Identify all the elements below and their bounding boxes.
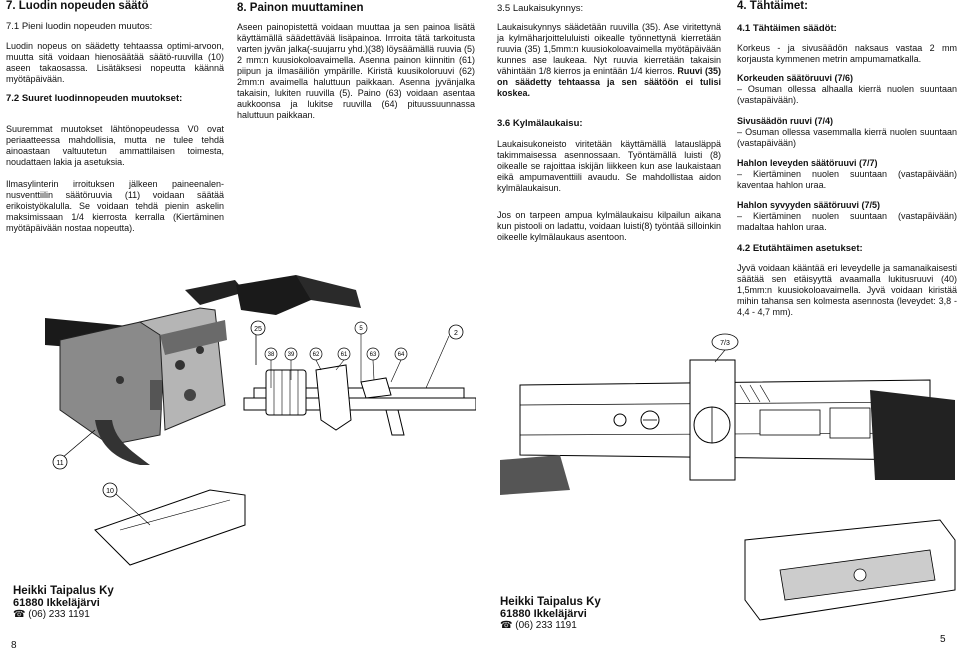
chapter-heading-4: 4. Tähtäimet: bbox=[737, 0, 808, 12]
sight-adjust-7-7-title: Hahlon leveyden säätöruuvi (7/7) bbox=[737, 158, 878, 168]
callout-39: 39 bbox=[287, 352, 295, 358]
sight-adjust-7-5 bbox=[737, 200, 957, 233]
front-sight-illustration bbox=[740, 510, 960, 652]
company-name-right: Heikki Taipalus Ky bbox=[500, 596, 601, 608]
sight-adjust-7-4-body: – Osuman ollessa vasemmalla kierrä nuolen suuntaan (vastapäivään) bbox=[737, 127, 957, 148]
section-title-3-5: 3.5 Laukaisukynnys: bbox=[497, 3, 584, 14]
section-body-7-2: Suuremmat muutokset lähtönopeudessa V0 ovat periaatteessa mahdollisia, mutta ne tulee tehdä ainoastaan valtuutetun ammattilaisen toimesta, noudattaen lakia ja asetuksia. bbox=[6, 124, 224, 167]
section-note-3-5: Ruuvi (35) on säädetty tehtaassa ja sen säätöön ei tulisi koskea. bbox=[497, 66, 721, 98]
section-body-7-1: Luodin nopeus on säädetty tehtaassa optimi-arvoon, muutta sitä voidaan hienosäätää säätö-ruuvilla (10) aseen takaosassa. Lisätäksesi nopeutta käännä myötäpäivään. bbox=[6, 41, 224, 84]
section-title-4-2: 4.2 Etutähtäimen asetukset: bbox=[737, 243, 863, 254]
callout-63: 63 bbox=[369, 352, 377, 358]
callout-5: 5 bbox=[359, 326, 363, 332]
page-number-left: 8 bbox=[11, 640, 17, 651]
callout-61: 61 bbox=[340, 352, 348, 358]
section-title-3-6: 3.6 Kylmälaukaisu: bbox=[497, 118, 583, 129]
rear-screw-illustration bbox=[90, 470, 250, 580]
sight-adjust-7-4-title: Sivusäädön ruuvi (7/4) bbox=[737, 116, 834, 126]
callout-7-3: 7/3 bbox=[720, 340, 730, 347]
section-body-3-6-b: Jos on tarpeen ampua kylmälaukaisu kilpailun aikana kun pistooli on ladattu, voidaan luisti(8) työntää silloinkin oikeelle kylmälaukaus asentoon. bbox=[497, 210, 721, 242]
rear-sight-illustration bbox=[500, 330, 960, 500]
callout-11: 11 bbox=[56, 460, 64, 467]
section-body-3-5-text: Laukaisukynnys säädetään ruuvilla (35). Ase viritettynä ja kylmäharjoitteluluisti oikealle työnnettynä kierretään ruuvia (35) 1,5mm:n kuusiokoloavaimella myötäpäivään kunnes ase laukeaa. Nyt ruuvia kierretään takaisin vähintään 1/8 kierros ja enintään 1/4 kierros. bbox=[497, 22, 721, 76]
section-body-3-5 bbox=[497, 22, 721, 99]
company-city-right: 61880 Ikkeläjärvi bbox=[500, 608, 587, 620]
company-city: 61880 Ikkeläjärvi bbox=[13, 597, 100, 609]
section-title-7-1: 7.1 Pieni luodin nopeuden muutos: bbox=[6, 21, 153, 32]
address-block-right bbox=[500, 596, 601, 632]
company-name: Heikki Taipalus Ky bbox=[13, 585, 114, 597]
sight-adjust-7-7 bbox=[737, 158, 957, 191]
sight-adjust-7-6-body: – Osuman ollessa alhaalla kierrä nuolen suuntaan (vastapäivään). bbox=[737, 84, 957, 105]
callout-10: 10 bbox=[106, 488, 114, 495]
section-title-4-1: 4.1 Tähtäimen säädöt: bbox=[737, 23, 837, 34]
weight-assembly-illustration bbox=[236, 270, 476, 440]
sight-adjust-7-5-title: Hahlon syvyyden säätöruuvi (7/5) bbox=[737, 200, 881, 210]
chapter-heading-7: 7. Luodin nopeuden säätö bbox=[6, 0, 149, 12]
callout-62: 62 bbox=[312, 352, 320, 358]
callout-64: 64 bbox=[397, 352, 405, 358]
sight-adjust-7-6 bbox=[737, 73, 957, 106]
section-body-4-1: Korkeus - ja sivusäädön naksaus vastaa 2 mm korjausta kymmenen metrin ampumamatkalla. bbox=[737, 43, 957, 64]
company-phone-right: ☎ (06) 233 1191 bbox=[500, 620, 577, 631]
section-body-3-6: Laukaisukoneisto viritetään käyttämällä latausläppä takimmaisessa asennossaan. Työntämällä luisti (8) oikealle se rajoittaa iskijän liikkeen kun ase laukaistaan eikä ampumaventtiili avaudu. Se mahdollistaa aidon kylmälaukaisun. bbox=[497, 139, 721, 193]
section-title-7-2: 7.2 Suuret luodinnopeuden muutokset: bbox=[6, 93, 183, 104]
section-body-8: Aseen painopistettä voidaan muuttaa ja sen painoa lisätä käyttämällä säädettävää lisäpainoa. Irrroita tätä tarkoitusta varten jyvän jalka(-suujarru yhd.)(38) löysäämällä ruuvia (5) 2 mm:n kuusiokoloavaimella. Asenna painon kiinnitin (61) piipun ja ilmasäiliön ympärille. Kiristä kuusikoloruuvi (62) 2mm:n avaimella haluttuun paikkaan. Asenna jyvänjalka takaisin, lukiten ruuvilla (5). Paino (63) voidaan asentaa aukkoonsa ja lukitse ruuvilla (64) pituussuunnassa haluttuun paikkaan. bbox=[237, 22, 475, 120]
callout-2: 2 bbox=[454, 330, 458, 337]
page-number-right: 5 bbox=[940, 634, 946, 645]
callout-38: 38 bbox=[267, 352, 275, 358]
sight-adjust-7-4 bbox=[737, 116, 957, 149]
address-block-left bbox=[13, 585, 114, 621]
section-body-4-2: Jyvä voidaan kääntää eri leveydelle ja samanaikaisesti säätää sen etäisyyttä avaamalla lukitusruuvi (40) 1,5mm:n kuusiokoloavaimella. Jyvä voidaan kiristää mihin tahansa sen kolmesta asennosta (leveydet: 3,8 - 4,4 - 4,7 mm). bbox=[737, 263, 957, 317]
sight-adjust-7-6-title: Korkeuden säätöruuvi (7/6) bbox=[737, 73, 854, 83]
section-body-7-2-b: Ilmasylinterin irroituksen jälkeen paineenalen-nusventtiilin säätöruuvia (11) voidaan säätää erikoistyökalulla. Se voidaan tehdä pienin askelin maksimissaan 1/4 kierrosta kerralla (Kiertäminen myötäpäivään nostaa nopeutta). bbox=[6, 179, 224, 233]
trigger-unit-illustration bbox=[0, 270, 250, 470]
company-phone: ☎ (06) 233 1191 bbox=[13, 609, 90, 620]
sight-adjust-7-7-body: – Kiertäminen nuolen suuntaan (vastapäivään) kaventaa hahlon uraa. bbox=[737, 169, 957, 190]
callout-25: 25 bbox=[254, 326, 262, 333]
sight-adjust-7-5-body: – Kiertäminen nuolen suuntaan (vastapäivään) madaltaa hahlon uraa. bbox=[737, 211, 957, 232]
chapter-heading-8: 8. Painon muuttaminen bbox=[237, 2, 364, 14]
